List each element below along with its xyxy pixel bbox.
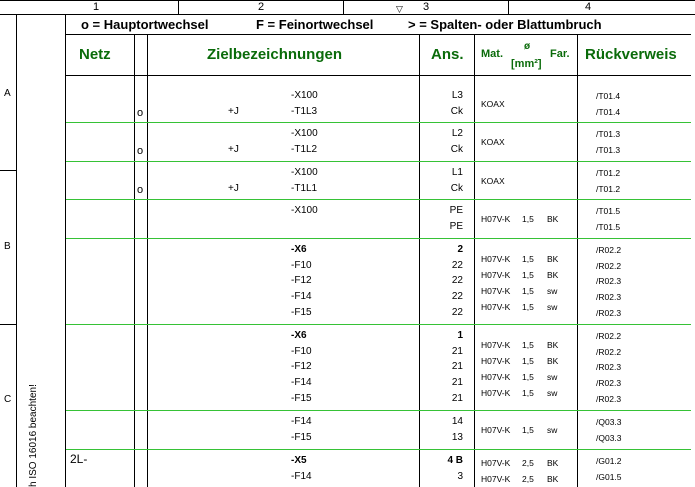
- location-plus: +J: [228, 105, 239, 117]
- ziel-label: -F12: [291, 361, 312, 373]
- far-label: BK: [547, 254, 559, 265]
- column-number-4: 4: [585, 1, 592, 13]
- rueckverweis-label: /R02.2: [596, 331, 622, 341]
- mat-label: H07V-K: [481, 458, 511, 468]
- mat-label: H07V-K: [481, 301, 511, 312]
- mat-label: KOAX: [481, 175, 505, 186]
- frame-column-divider-3: [508, 0, 509, 15]
- haupt-mark: o: [137, 144, 144, 157]
- ziel-label: -F15: [291, 306, 312, 318]
- rueckverweis-label: /Q03.3: [596, 417, 622, 427]
- group-separator: [66, 449, 691, 450]
- mat-label: H07V-K: [481, 387, 511, 398]
- diameter-label: 1,5: [522, 285, 534, 296]
- column-separator-ans: [419, 35, 420, 487]
- diameter-label: 1,5: [522, 371, 534, 382]
- legend-haupt: o = Hauptortwechsel: [81, 17, 209, 32]
- rueckverweis-label: /G01.5: [596, 471, 622, 482]
- ans-label: L2: [451, 128, 463, 139]
- column-number-2: 2: [258, 1, 265, 13]
- far-label: BK: [547, 473, 559, 484]
- ans-label: 13: [451, 431, 463, 443]
- column-separator-mark: [147, 35, 148, 487]
- ans-label: PE: [449, 205, 463, 216]
- frame-left-border: [16, 14, 17, 487]
- ans-label: Ck: [450, 143, 463, 155]
- legend-fein: F = Feinortwechsel: [256, 17, 374, 32]
- diameter-label: 1,5: [522, 340, 534, 351]
- header-diameter-unit: [mm²]: [511, 58, 542, 70]
- ans-label: 21: [451, 345, 463, 357]
- rueckverweis-label: /T01.5: [596, 206, 621, 216]
- mat-label: H07V-K: [481, 285, 511, 296]
- group-separator: [66, 199, 691, 200]
- ans-label: 21: [451, 377, 463, 389]
- mat-label: H07V-K: [481, 254, 511, 265]
- far-label: sw: [547, 285, 558, 296]
- ziel-label: -T1L1: [291, 182, 318, 194]
- ziel-label: -X100: [291, 128, 318, 139]
- frame-column-divider-1: [178, 0, 179, 15]
- ans-label: 1: [457, 330, 463, 341]
- far-label: BK: [547, 270, 559, 281]
- diameter-label: 1,5: [522, 387, 534, 398]
- group-separator: [66, 122, 691, 123]
- diameter-label: 1,5: [522, 213, 534, 224]
- rueckverweis-label: /T01.3: [596, 129, 621, 139]
- ziel-label: -F14: [291, 416, 312, 427]
- ans-label: L1: [451, 167, 463, 178]
- mat-label: H07V-K: [481, 371, 511, 382]
- group-separator: [66, 161, 691, 162]
- ziel-label: -F10: [291, 259, 312, 271]
- ziel-label: -F15: [291, 431, 312, 443]
- mat-label: H07V-K: [481, 340, 511, 351]
- frame-column-strip-border: [0, 14, 695, 15]
- ans-label: 21: [451, 361, 463, 373]
- header-underline: [66, 75, 691, 76]
- mat-label: H07V-K: [481, 270, 511, 281]
- rueckverweis-label: /R02.3: [596, 276, 622, 287]
- mat-label: KOAX: [481, 136, 505, 147]
- frame-column-divider-2: [343, 0, 344, 15]
- rueckverweis-label: /T01.5: [596, 221, 621, 232]
- far-label: BK: [547, 356, 559, 367]
- ziel-label: -F14: [291, 470, 312, 482]
- rueckverweis-label: /R02.3: [596, 362, 622, 373]
- ziel-label: -F14: [291, 377, 312, 389]
- rueckverweis-label: /R02.2: [596, 245, 622, 255]
- far-label: sw: [547, 371, 558, 382]
- frame-row-divider-1: [0, 170, 17, 171]
- legend-umbruch: > = Spalten- oder Blattumbruch: [408, 17, 602, 32]
- diameter-label: 1,5: [522, 424, 534, 435]
- ans-label: 2: [457, 244, 463, 255]
- ans-label: L3: [451, 90, 463, 101]
- ziel-label: -X6: [291, 330, 307, 341]
- side-note: h ISO 16016 beachten!: [28, 384, 39, 487]
- location-plus: +J: [228, 143, 239, 155]
- ans-label: 14: [451, 416, 463, 427]
- mat-label: H07V-K: [481, 424, 511, 435]
- rueckverweis-label: /T01.2: [596, 183, 621, 194]
- ans-label: PE: [449, 220, 463, 232]
- header-mat: Mat.: [481, 48, 503, 60]
- rueckverweis-label: /G01.2: [596, 456, 622, 466]
- legend-underline: [66, 34, 691, 35]
- haupt-mark: o: [137, 106, 144, 119]
- group-separator: [66, 238, 691, 239]
- far-label: BK: [547, 458, 559, 468]
- diameter-label: 1,5: [522, 270, 534, 281]
- column-separator-mat: [474, 35, 475, 487]
- ziel-label: -F10: [291, 345, 312, 357]
- ziel-label: -X100: [291, 90, 318, 101]
- ziel-label: -X100: [291, 205, 318, 216]
- rueckverweis-label: /T01.4: [596, 91, 621, 101]
- header-netz: Netz: [79, 46, 111, 63]
- row-letter-b: B: [4, 241, 11, 252]
- far-label: BK: [547, 213, 559, 224]
- group-separator: [66, 324, 691, 325]
- header-zielbezeichnungen: Zielbezeichnungen: [207, 46, 343, 63]
- haupt-mark: o: [137, 183, 144, 196]
- header-ans: Ans.: [431, 46, 464, 63]
- ziel-label: -X5: [291, 455, 307, 466]
- header-far: Far.: [550, 48, 570, 60]
- diameter-label: 2,5: [522, 458, 534, 468]
- frame-row-divider-2: [0, 324, 17, 325]
- ans-label: Ck: [450, 182, 463, 194]
- far-label: sw: [547, 387, 558, 398]
- location-plus: +J: [228, 182, 239, 194]
- far-label: sw: [547, 424, 558, 435]
- rueckverweis-label: /T01.3: [596, 144, 621, 155]
- rueckverweis-label: /R02.2: [596, 260, 622, 271]
- ziel-label: -T1L2: [291, 143, 318, 155]
- rueckverweis-label: /R02.2: [596, 346, 622, 357]
- diameter-label: 1,5: [522, 356, 534, 367]
- rueckverweis-label: /T01.2: [596, 168, 621, 178]
- mat-label: H07V-K: [481, 213, 511, 224]
- mat-label: KOAX: [481, 98, 505, 109]
- ziel-label: -F12: [291, 275, 312, 287]
- diameter-label: 1,5: [522, 301, 534, 312]
- ziel-label: -F15: [291, 392, 312, 404]
- column-number-3: 3: [423, 1, 430, 13]
- ans-label: 22: [451, 306, 463, 318]
- column-separator-netz: [134, 35, 135, 487]
- mat-label: H07V-K: [481, 473, 511, 484]
- ziel-label: -X6: [291, 244, 307, 255]
- ans-label: 21: [451, 392, 463, 404]
- column-number-1: 1: [93, 1, 100, 13]
- far-label: BK: [547, 340, 559, 351]
- far-label: sw: [547, 301, 558, 312]
- header-rueckverweis: Rückverweis: [585, 46, 677, 63]
- row-letter-c: C: [4, 394, 12, 405]
- frame-inner-left-border: [65, 14, 66, 487]
- ans-label: 3: [457, 470, 463, 482]
- rueckverweis-label: /R02.3: [596, 307, 622, 318]
- rueckverweis-label: /R02.3: [596, 292, 622, 303]
- ans-label: 22: [451, 291, 463, 303]
- ans-label: 4 B: [447, 455, 463, 466]
- netz-label: 2L-: [70, 452, 88, 466]
- ans-label: Ck: [450, 105, 463, 117]
- rueckverweis-label: /R02.3: [596, 378, 622, 389]
- ziel-label: -X100: [291, 167, 318, 178]
- mat-label: H07V-K: [481, 356, 511, 367]
- rueckverweis-label: /T01.4: [596, 106, 621, 117]
- group-separator: [66, 410, 691, 411]
- ziel-label: -T1L3: [291, 105, 318, 117]
- header-diameter-symbol: ø: [524, 41, 531, 52]
- ans-label: 22: [451, 275, 463, 287]
- rueckverweis-label: /Q03.3: [596, 432, 622, 443]
- diameter-label: 2,5: [522, 473, 534, 484]
- ans-label: 22: [451, 259, 463, 271]
- row-letter-a: A: [4, 88, 11, 99]
- diameter-label: 1,5: [522, 254, 534, 265]
- rueckverweis-label: /R02.3: [596, 393, 622, 404]
- ziel-label: -F14: [291, 291, 312, 303]
- triangle-marker-icon: ▽: [396, 4, 403, 14]
- column-separator-rueck: [577, 35, 578, 487]
